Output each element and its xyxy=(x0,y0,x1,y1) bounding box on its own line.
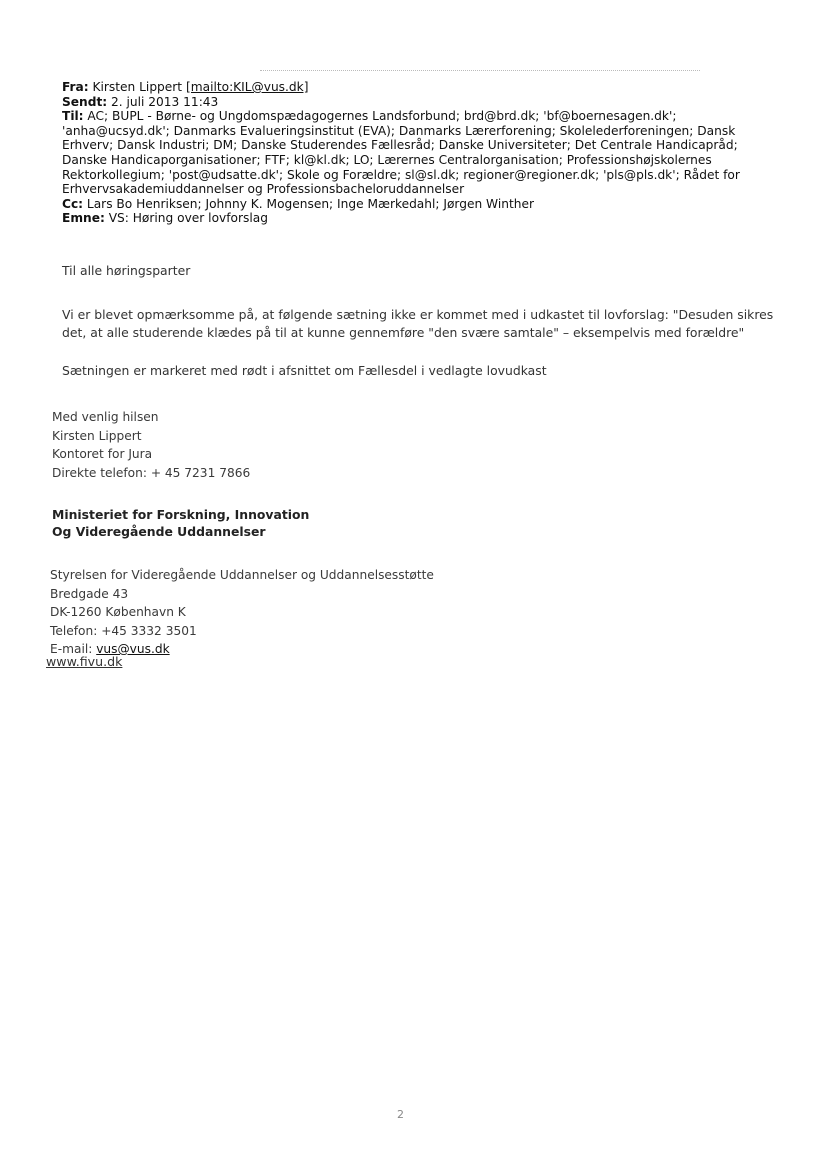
agency-name: Styrelsen for Videregående Uddannelser og Uddannelsesstøtte xyxy=(50,568,434,582)
city-address: DK-1260 København K xyxy=(50,605,186,619)
to-line: AC; BUPL - Børne- og Ungdomspædagogernes Landsforbund; brd@brd.dk; 'bf@boernesagen.dk'; xyxy=(87,109,677,124)
from-row xyxy=(62,80,762,95)
body-paragraph-2: Sætningen er markeret med rødt i afsnittet om Fællesdel i vedlagte lovudkast xyxy=(62,363,547,378)
email-link[interactable]: vus@vus.dk xyxy=(96,642,170,656)
sent-label: Sendt: xyxy=(62,94,108,109)
from-mailto-link[interactable]: [mailto:KIL@vus.dk] xyxy=(185,80,309,94)
to-line: Danske Handicaporganisationer; FTF; kl@kl.dk; LO; Lærernes Centralorganisation; Professionshøjskolernes xyxy=(62,152,712,167)
ministry-line: Ministeriet for Forskning, Innovation xyxy=(52,507,310,522)
cc-value: Lars Bo Henriksen; Johnny K. Mogensen; Inge Mærkedahl; Jørgen Winther xyxy=(86,196,534,211)
from-label: Fra: xyxy=(62,80,89,94)
address-block xyxy=(50,566,434,659)
phone-number: Telefon: +45 3332 3501 xyxy=(50,623,197,638)
cc-label: Cc: xyxy=(62,196,84,211)
signature-closing: Med venlig hilsen xyxy=(52,410,159,424)
signature-block xyxy=(52,408,250,482)
subject-row xyxy=(62,211,762,226)
signature-office: Kontoret for Jura xyxy=(52,447,153,461)
email-header xyxy=(62,80,762,226)
from-name: Kirsten Lippert xyxy=(92,80,183,94)
to-row xyxy=(62,109,762,197)
cc-row xyxy=(62,197,762,212)
to-line: Erhverv; Dansk Industri; DM; Danske Studerendes Fællesråd; Danske Universiteter; Det Centrale Handicapråd; xyxy=(62,138,738,153)
street-address: Bredgade 43 xyxy=(50,586,129,601)
subject-label: Emne: xyxy=(62,211,105,226)
body-paragraph-1-line: det, at alle studerende klædes på til at kunne gennemføre "den svære samtale" – eksempelvis med forældre" xyxy=(62,325,745,340)
to-line: Rektorkollegium; 'post@udsatte.dk'; Skole og Forældre; sl@sl.dk; regioner@regioner.dk; 'pls@pls.dk'; Rådet for xyxy=(62,167,740,182)
website-link[interactable]: www.fivu.dk xyxy=(46,654,123,669)
to-line: Erhvervsakademiuddannelser og Professionsbacheloruddannelser xyxy=(62,182,465,197)
sent-row xyxy=(62,95,762,110)
body-paragraph-1 xyxy=(62,306,782,342)
signature-phone: Direkte telefon: + 45 7231 7866 xyxy=(52,465,251,480)
email-label: E-mail: xyxy=(50,642,97,656)
subject-value: VS: Høring over lovforslag xyxy=(108,211,268,226)
sent-value: 2. juli 2013 11:43 xyxy=(111,94,219,109)
ministry-line: Og Videregående Uddannelser xyxy=(52,524,266,539)
body-paragraph-1-line: Vi er blevet opmærksomme på, at følgende sætning ikke er kommet med i udkastet til lovforslag: "Desuden sikres xyxy=(62,307,774,322)
ministry-name xyxy=(52,506,309,540)
page-number: 2 xyxy=(397,1108,404,1121)
to-line: 'anha@ucsyd.dk'; Danmarks Evalueringsinstitut (EVA); Danmarks Lærerforening; Skolelederforeningen; Dansk xyxy=(62,123,736,138)
scan-artifact-line xyxy=(260,70,700,73)
greeting: Til alle høringsparter xyxy=(62,263,191,278)
signature-name: Kirsten Lippert xyxy=(52,428,142,443)
to-label: Til: xyxy=(62,109,84,124)
